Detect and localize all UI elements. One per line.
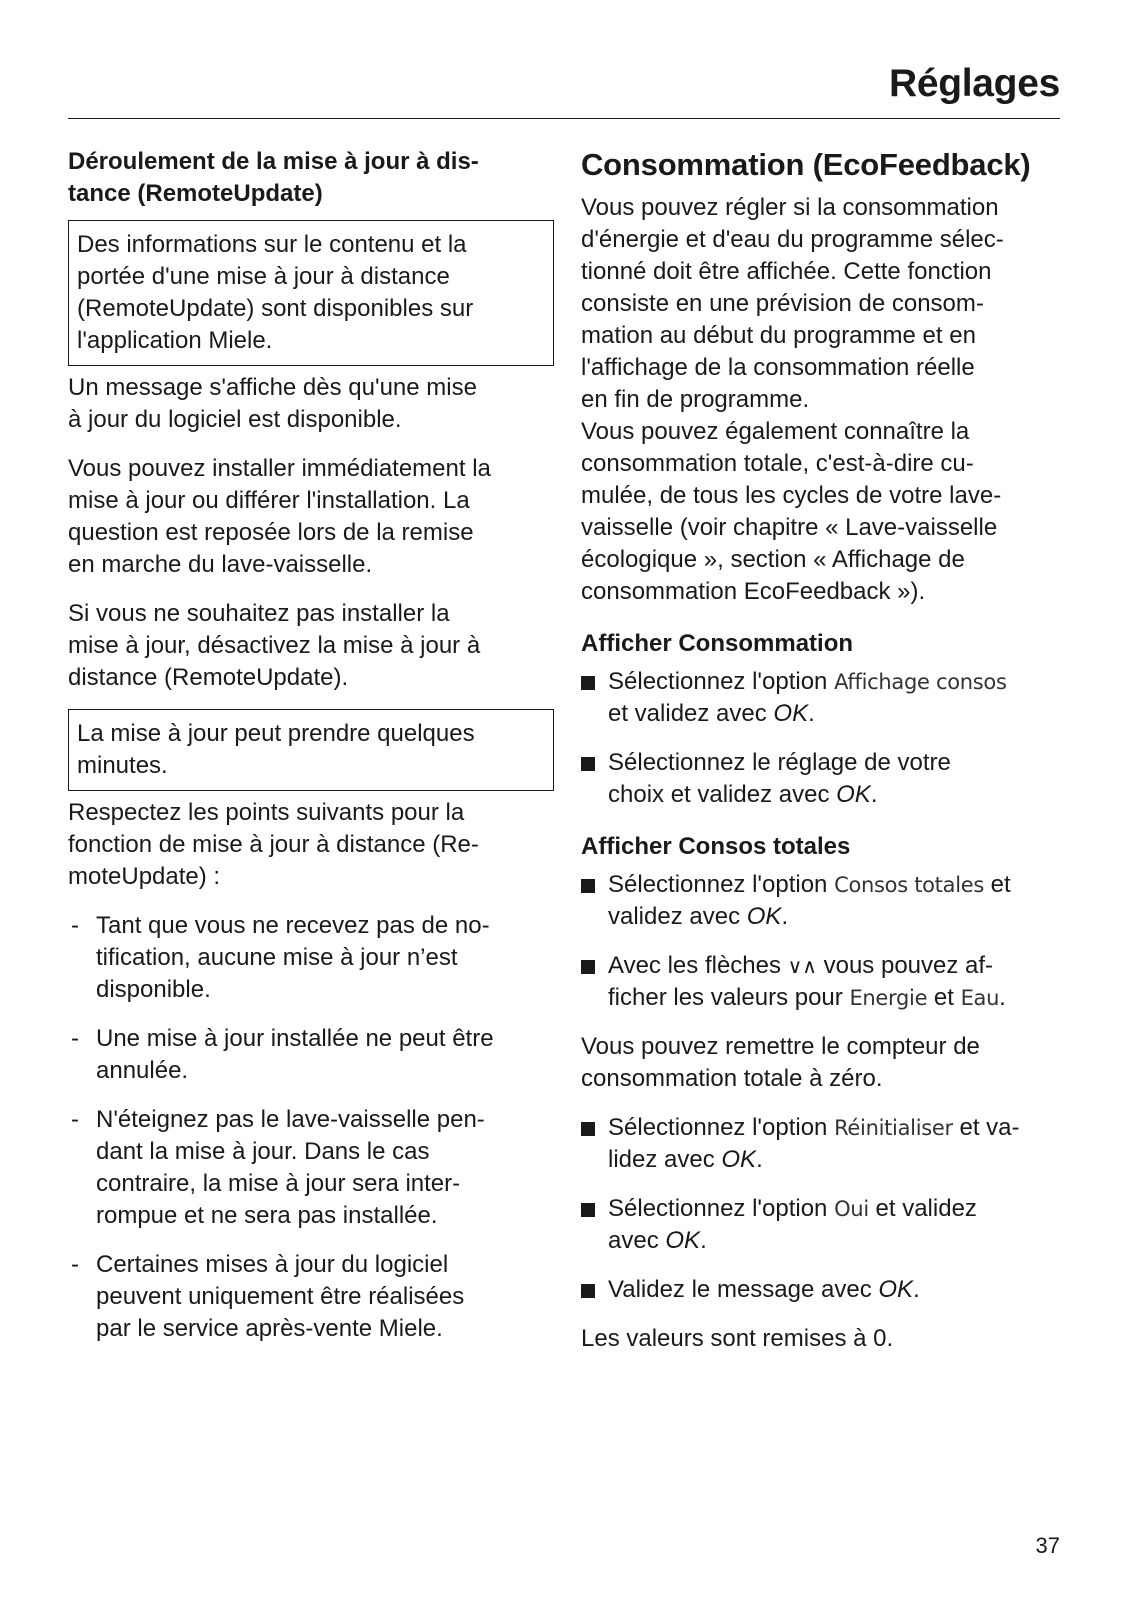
left-column (68, 146, 554, 1345)
list-item: - Une mise à jour installée ne peut être annulée. (68, 1023, 554, 1087)
dash-marker: - (71, 1025, 79, 1052)
paragraph-deactivate: Si vous ne souhaitez pas installer la mise à jour, désactivez la mise à jour à distance (RemoteUpdate). (68, 600, 481, 691)
step-item: Sélectionnez l'option Consos totales et validez avec OK. (581, 869, 1067, 933)
dash-marker: - (71, 1106, 79, 1133)
list-item: - Tant que vous ne recevez pas de no- tification, aucune mise à jour n’est disponible. (68, 910, 554, 1006)
dash-marker: - (71, 1251, 79, 1278)
display-option: Consos totales (834, 873, 984, 897)
duration-note-box: La mise à jour peut prendre quelques minutes. (68, 709, 554, 791)
final-paragraph: Les valeurs sont remises à 0. (581, 1325, 894, 1352)
reset-paragraph: Vous pouvez remettre le compteur de consommation totale à zéro. (581, 1033, 980, 1092)
step-item: Sélectionnez le réglage de votre choix et validez avec OK. (581, 747, 1067, 811)
remote-update-heading: Déroulement de la mise à jour à dis- tance (RemoteUpdate) (68, 148, 479, 207)
display-option: Affichage consos (834, 670, 1007, 694)
step-item: Sélectionnez l'option Réinitialiser et va- lidez avec OK. (581, 1112, 1067, 1176)
right-column (581, 146, 1067, 1355)
square-bullet-icon (581, 747, 608, 779)
paragraph-message: Un message s'affiche dès qu'une mise à jour du logiciel est disponible. (68, 374, 477, 433)
display-option: Oui (834, 1197, 869, 1221)
arrow-keys-icon: ∨∧ (787, 954, 817, 978)
paragraph-install: Vous pouvez installer immédiatement la mise à jour ou différer l'installation. La question est reposée lors de la remise en marche du lave-vaisselle. (68, 455, 491, 578)
subheading-totales: Afficher Consos totales (581, 833, 851, 860)
dash-marker: - (71, 912, 79, 939)
step-item: Sélectionnez l'option Oui et validez avec OK. (581, 1193, 1067, 1257)
step-item: Sélectionnez l'option Affichage consos et validez avec OK. (581, 666, 1067, 730)
square-bullet-icon (581, 666, 608, 698)
header-divider (68, 118, 1060, 119)
step-item: Avec les flèches ∨∧ vous pouvez af- ficher les valeurs pour Energie et Eau. (581, 950, 1067, 1014)
square-bullet-icon (581, 1274, 608, 1306)
display-option: Energie (849, 986, 928, 1010)
page-title: Réglages (888, 62, 1060, 105)
page-number: 37 (1035, 1533, 1060, 1558)
square-bullet-icon (581, 1193, 608, 1225)
square-bullet-icon (581, 1112, 608, 1144)
info-note-box: Des informations sur le contenu et la portée d'une mise à jour à distance (RemoteUpdate) sont disponibles sur l'application Miele. (68, 220, 554, 366)
subheading-consommation: Afficher Consommation (581, 630, 854, 657)
square-bullet-icon (581, 869, 608, 901)
display-option: Eau (960, 986, 1000, 1010)
paragraph-points: Respectez les points suivants pour la fonction de mise à jour à distance (Re- moteUpdate) : (68, 799, 479, 890)
list-item: - N'éteignez pas le lave-vaisselle pen- dant la mise à jour. Dans le cas contraire, la mise à jour sera inter- rompue et ne sera pas installée. (68, 1104, 554, 1232)
intro-paragraph: Vous pouvez régler si la consommation d'énergie et d'eau du programme sélec- tionné doit être affichée. Cette fonction consiste en une prévision de consom- mation au début du programme et en l'affichage de la consommation réelle en fin de programme. Vous pouvez également connaître la consommation totale, c'est-à-dire cu- mulée, de tous les cycles de votre lave- vaisselle (voir chapitre « Lave-vaisselle écologique », section « Affichage de consommation EcoFeedback »). (581, 194, 1004, 605)
step-item: Validez le message avec OK. (581, 1274, 1067, 1306)
square-bullet-icon (581, 950, 608, 982)
list-item: - Certaines mises à jour du logiciel peuvent uniquement être réalisées par le service après-vente Miele. (68, 1249, 554, 1345)
section-title: Consommation (EcoFeedback) (581, 147, 1031, 182)
display-option: Réinitialiser (834, 1116, 953, 1140)
